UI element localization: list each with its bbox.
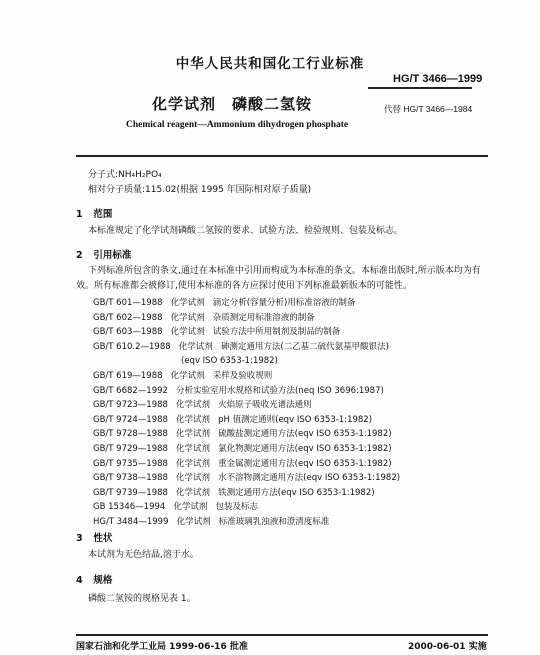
section-title: 引用标准 <box>93 250 132 261</box>
section-4-paragraph: 磷酸二氢铵的规格见表 1。 <box>88 594 196 604</box>
reference-item: GB/T 9738—1988 化学试剂 水不溶物测定通用方法(eqv ISO 6353-1:1982) <box>93 473 401 484</box>
section-heading-3 <box>76 530 112 544</box>
reference-item: GB 15346—1994 化学试剂 包装及标志 <box>93 502 259 513</box>
reference-item: GB/T 9724—1988 化学试剂 pH 值测定通则(eqv ISO 6353-1:1982) <box>93 414 373 425</box>
header-rule <box>368 87 472 89</box>
section-number: 3 <box>76 533 83 544</box>
molecular-formula: 分子式:NH₄H₂PO₄ <box>88 170 162 180</box>
title-en: Chemical reagent—Ammonium dihydrogen phosphate <box>126 120 349 130</box>
section-heading-1 <box>76 206 112 220</box>
section-2-paragraph: 下列标准所包含的条文,通过在本标准中引用而构成为本标准的条文。本标准出版时,所示版本均为有效。所有标准都会被修订,使用本标准的各方应探讨使用下列标准最新版本的可能性。 <box>76 266 481 291</box>
replaces-note: 代替 HG/T 3466—1984 <box>384 104 473 114</box>
reference-item: GB/T 6682—1992 分析实验室用水规格和试验方法(neq ISO 3696:1987) <box>93 385 384 396</box>
reference-item: GB/T 602—1988 化学试剂 杂质测定用标准溶液的制备 <box>93 312 315 323</box>
section-3-paragraph: 本试剂为无色结晶,溶于水。 <box>88 550 199 560</box>
reference-item: GB/T 603—1988 化学试剂 试验方法中所用制剂及制品的制备 <box>93 327 341 338</box>
reference-item: GB/T 9723—1988 化学试剂 火焰原子吸收光谱法通则 <box>93 400 312 411</box>
reference-item: GB/T 619—1988 化学试剂 采样及验收规则 <box>93 370 273 381</box>
effective-date: 2000-06-01 实施 <box>408 642 487 652</box>
section-number: 1 <box>76 209 83 220</box>
footer-rule <box>76 634 488 636</box>
section-title: 性状 <box>93 533 113 544</box>
section-title: 范围 <box>93 209 113 220</box>
section-title: 规格 <box>93 575 113 586</box>
issuer-title: 中华人民共和国化工行业标准 <box>175 56 365 72</box>
standard-code: HG/T 3466—1999 <box>393 73 483 85</box>
title-zh: 化学试剂 磷酸二氢铵 <box>152 95 313 113</box>
reference-item: GB/T 9729—1988 化学试剂 氯化物测定通用方法(eqv ISO 6353-1:1982) <box>93 443 392 454</box>
reference-item-continuation: (eqv ISO 6353-1:1982) <box>181 356 278 367</box>
reference-item: GB/T 9739—1988 化学试剂 铁测定通用方法(eqv ISO 6353-1:1982) <box>93 487 375 498</box>
section-heading-2 <box>76 247 131 261</box>
reference-item: GB/T 601—1988 化学试剂 滴定分析(容量分析)用标准溶液的制备 <box>93 298 356 308</box>
section-number: 4 <box>76 575 83 586</box>
reference-item: HG/T 3484—1999 化学试剂 标准玻璃乳浊液和澄清度标准 <box>93 516 330 527</box>
reference-list <box>93 296 400 530</box>
reference-item: GB/T 610.2—1988 化学试剂 砷测定通用方法(二乙基二硫代氨基甲酸银法) <box>93 341 389 352</box>
molecular-mass: 相对分子质量:115.02(根据 1995 年国际相对原子质量) <box>88 185 312 195</box>
section-1-paragraph: 本标准规定了化学试剂磷酸二氢铵的要求、试验方法、检验规则、包装及标志。 <box>88 226 404 236</box>
reference-item: GB/T 9728—1988 化学试剂 硫酸盐测定通用方法(eqv ISO 6353-1:1982) <box>93 429 392 440</box>
section-number: 2 <box>76 250 83 261</box>
reference-item: GB/T 9735—1988 化学试剂 重金属测定通用方法(eqv ISO 6353-1:1982) <box>93 458 392 469</box>
title-rule <box>76 155 488 157</box>
formula-block <box>88 168 311 198</box>
approval-date: 国家石油和化学工业局 1999-06-16 批准 <box>76 642 248 652</box>
section-heading-4 <box>76 572 112 586</box>
